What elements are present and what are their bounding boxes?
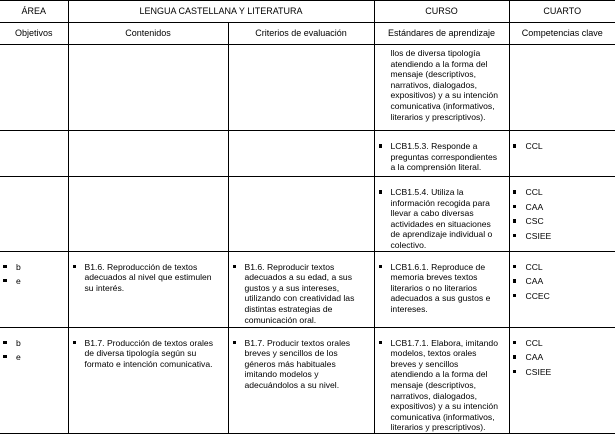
criterios-cell — [228, 327, 374, 433]
criterio-text: B1.6. Reproducir textos adecuados a su edad, a sus gustos y a sus intereses, utilizando con creatividad las distintas estrategias de comunicación oral. — [245, 262, 368, 326]
estandar-cell — [374, 177, 509, 252]
estandar-text-list — [375, 177, 509, 251]
competencia-item: CSIEE — [526, 231, 615, 246]
competencias-cell — [509, 327, 615, 433]
competencias-cell — [509, 45, 615, 131]
estandar-cell — [374, 45, 509, 131]
competencia-list — [510, 177, 615, 245]
estandar-text-list — [375, 131, 509, 173]
estandar-text-list — [375, 328, 509, 433]
table-row — [0, 251, 615, 327]
competencia-list — [510, 328, 615, 382]
objetivo-list — [0, 328, 68, 366]
contenidos-cell — [68, 327, 228, 433]
contenido-text-list — [69, 252, 228, 294]
objetivo-item: e — [16, 352, 68, 366]
objetivos-cell — [0, 45, 68, 131]
competencia-item: CCL — [526, 262, 615, 277]
competencia-item: CCL — [526, 338, 615, 353]
competencias-cell — [509, 251, 615, 327]
criterios-cell — [228, 131, 374, 177]
estandar-text: LCB1.7.1. Elabora, imitando modelos, textos orales breves y sencillos atendiendo a la forma del mensaje (descriptivos, narrativos, dialogados, expositivos) y a su intención comunicativa (informativos, literarios y prescriptivos). — [391, 338, 503, 433]
objetivo-item: b — [16, 262, 68, 276]
contenidos-cell — [68, 131, 228, 177]
competencia-item: CSIEE — [526, 367, 615, 382]
contenidos-cell — [68, 45, 228, 131]
competencia-item: CAA — [526, 202, 615, 217]
curso-label: CURSO — [374, 1, 509, 23]
contenido-text: B1.7. Producción de textos orales de diversa tipología según su formato e intención comunicativa. — [85, 338, 222, 370]
criterio-text: B1.7. Producir textos orales breves y sencillos de los géneros más habituales imitando modelos y adecuándolos a su nivel. — [245, 338, 368, 391]
contenidos-cell — [68, 251, 228, 327]
estandar-text: LCB1.5.4. Utiliza la información recogida para llevar a cabo diversas actividades en situaciones de aprendizaje individual o colectivo. — [391, 187, 503, 251]
column-header-row — [0, 23, 615, 45]
estandar-continuation: llos de diversa tipología atendiendo a la forma del mensaje (descriptivos, narrativos, dialogados, expositivos) y a su intención comunicativa (informativos, literarios y prescriptivos). — [390, 48, 498, 122]
estandar-text: LCB1.5.3. Responde a preguntas correspondientes a la comprensión literal. — [391, 141, 503, 173]
estandar-text-list — [375, 252, 509, 315]
header-row — [0, 1, 615, 23]
objetivo-item: e — [16, 276, 68, 290]
competencia-item: CSC — [526, 216, 615, 231]
estandar-cell — [374, 251, 509, 327]
competencia-item: CAA — [526, 276, 615, 291]
objetivos-cell — [0, 251, 68, 327]
estandar-cell — [374, 327, 509, 433]
col-header-estandares: Estándares de aprendizaje — [374, 23, 509, 45]
objetivo-list — [0, 252, 68, 290]
table-row — [0, 327, 615, 433]
criterios-cell — [228, 251, 374, 327]
criterios-cell — [228, 177, 374, 252]
competencias-cell — [509, 177, 615, 252]
objetivos-cell — [0, 131, 68, 177]
table-row — [0, 45, 615, 131]
col-header-competencias: Competencias clave — [509, 23, 615, 45]
contenido-text-list — [69, 328, 228, 370]
estandar-cell — [374, 131, 509, 177]
col-header-objetivos: Objetivos — [0, 23, 68, 45]
competencia-item: CCL — [526, 187, 615, 202]
competencia-list — [510, 131, 615, 156]
table-row — [0, 177, 615, 252]
subject-title: LENGUA CASTELLANA Y LITERATURA — [68, 1, 374, 23]
col-header-criterios: Criterios de evaluación — [228, 23, 374, 45]
competencia-item: CCEC — [526, 291, 615, 306]
objetivos-cell — [0, 327, 68, 433]
curso-value: CUARTO — [509, 1, 615, 23]
criterios-cell — [228, 45, 374, 131]
competencias-cell — [509, 131, 615, 177]
contenidos-cell — [68, 177, 228, 252]
estandar-text: LCB1.6.1. Reproduce de memoria breves textos literarios o no literarios adecuados a sus gustos e intereses. — [391, 262, 503, 315]
criterio-text-list — [229, 252, 374, 326]
objetivo-item: b — [16, 338, 68, 352]
competencia-list — [510, 252, 615, 306]
objetivos-cell — [0, 177, 68, 252]
competencia-item: CCL — [526, 141, 615, 156]
col-header-contenidos: Contenidos — [68, 23, 228, 45]
table-body — [0, 45, 615, 434]
competencia-item: CAA — [526, 352, 615, 367]
contenido-text: B1.6. Reproducción de textos adecuados al nivel que estimulen su interés. — [85, 262, 222, 294]
table-row — [0, 131, 615, 177]
criterio-text-list — [229, 328, 374, 391]
area-label: ÁREA — [0, 1, 68, 23]
